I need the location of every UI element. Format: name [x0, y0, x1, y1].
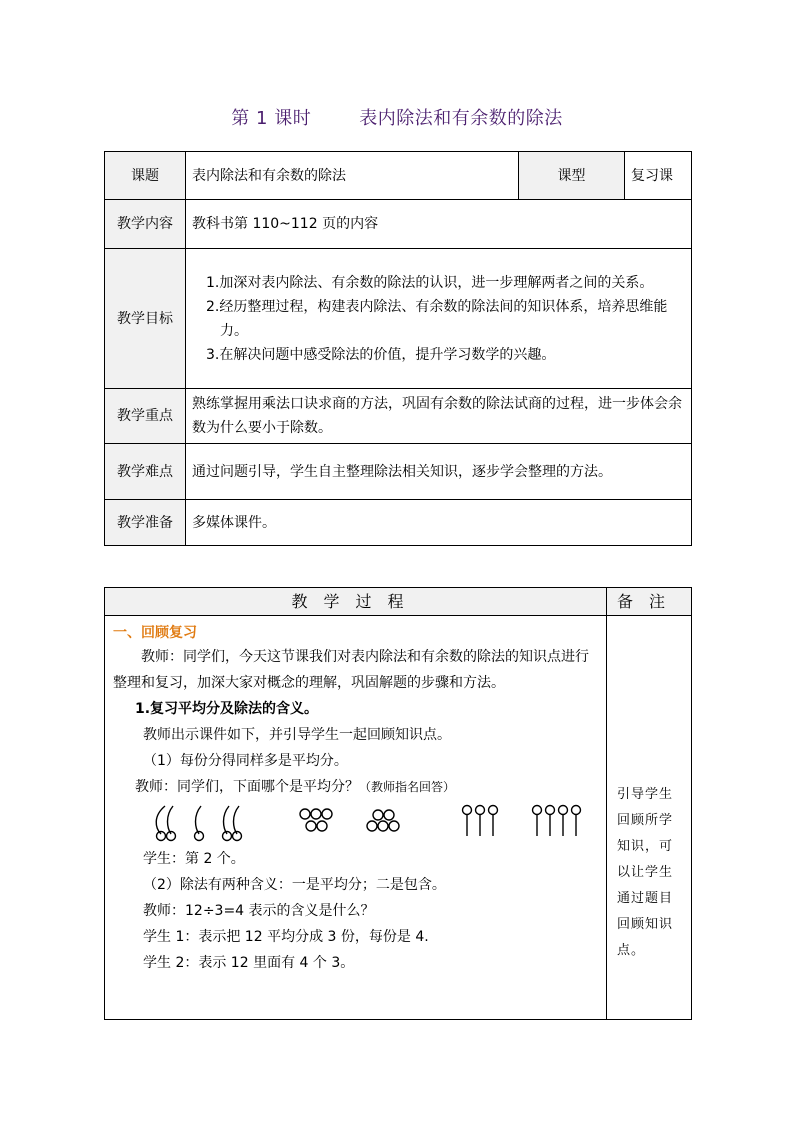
point-one: （1）每份分得同样多是平均分。: [143, 753, 348, 769]
student-answer-one: 学生：第 2 个。: [143, 851, 245, 867]
teacher-intro: 教师：同学们，今天这节课我们对表内除法和有余数的除法的知识点进行整理和复习，加深大家对概念的理解，巩固解题的步骤和方法。: [113, 649, 589, 691]
prep-label: 教学准备: [105, 500, 186, 546]
content-value: 教科书第 110~112 页的内容: [186, 200, 692, 249]
item-heading: 1.复习平均分及除法的含义。: [135, 701, 319, 717]
goal-item: 3.在解决问题中感受除法的价值，提升学习数学的兴趣。: [206, 346, 556, 363]
goal-item: 1.加深对表内除法、有余数的除法的认识，进一步理解两者之间的关系。: [206, 274, 654, 291]
difficulty-label: 教学难点: [105, 444, 186, 500]
type-label: 课型: [519, 152, 625, 200]
subject-value: 表内除法和有余数的除法: [186, 152, 519, 200]
student-two-answer: 学生 2：表示 12 里面有 4 个 3。: [143, 955, 355, 971]
note-text: 引导学生回顾所学知识，可以让学生通过题目回顾知识点。: [617, 787, 674, 958]
process-content: [105, 616, 607, 1020]
process-header: 教学过程: [105, 588, 607, 616]
key-row: [105, 389, 692, 444]
figure-group-5: [533, 806, 581, 837]
figure-group-4: [463, 806, 498, 837]
key-value: 熟练掌握用乘法口诀求商的方法，巩固有余数的除法试商的过程，进一步体会余数为什么要小于除数。: [186, 389, 692, 444]
goals-row: [105, 249, 692, 389]
section-heading: 一、回顾复习: [113, 625, 197, 641]
page-title: [0, 104, 794, 130]
teacher-question-one: 教师：同学们，下面哪个是平均分？（教师指名回答）: [135, 779, 456, 795]
student-one-answer: 学生 1：表示把 12 平均分成 3 份，每份是 4.: [143, 929, 429, 945]
key-label: 教学重点: [105, 389, 186, 444]
process-body-row: [105, 616, 692, 1020]
lesson-topic: 表内除法和有余数的除法: [359, 108, 563, 129]
sharing-figures-drawing: [113, 802, 603, 842]
figure-group-3: [367, 810, 399, 831]
goal-item: 2.经历整理过程，构建表内除法、有余数的除法间的知识体系，培养思维能力。: [206, 298, 668, 339]
prep-row: [105, 500, 692, 546]
teaching-process-table: [104, 587, 692, 1020]
prep-value: 多媒体课件。: [186, 500, 692, 546]
courseware-text: 教师出示课件如下，并引导学生一起回顾知识点。: [143, 727, 451, 743]
figure-group-2: [300, 809, 332, 831]
goals-cell: [186, 249, 692, 389]
lesson-info-table: [104, 151, 692, 546]
content-label: 教学内容: [105, 200, 186, 249]
teacher-question-two: 教师：12÷3=4 表示的含义是什么？: [143, 903, 375, 919]
process-header-row: [105, 588, 692, 616]
lesson-number: 第 1 课时: [231, 108, 312, 129]
point-two: （2）除法有两种含义：一是平均分；二是包含。: [143, 877, 446, 893]
figure-group-1: [156, 806, 241, 841]
type-value: 复习课: [625, 152, 692, 200]
sharing-figures: [113, 802, 598, 842]
goals-label: 教学目标: [105, 249, 186, 389]
difficulty-value: 通过问题引导，学生自主整理除法相关知识，逐步学会整理的方法。: [186, 444, 692, 500]
note-header: 备注: [607, 588, 692, 616]
note-cell: [607, 616, 692, 1020]
content-row: [105, 200, 692, 249]
subject-label: 课题: [105, 152, 186, 200]
subject-row: [105, 152, 692, 200]
difficulty-row: [105, 444, 692, 500]
